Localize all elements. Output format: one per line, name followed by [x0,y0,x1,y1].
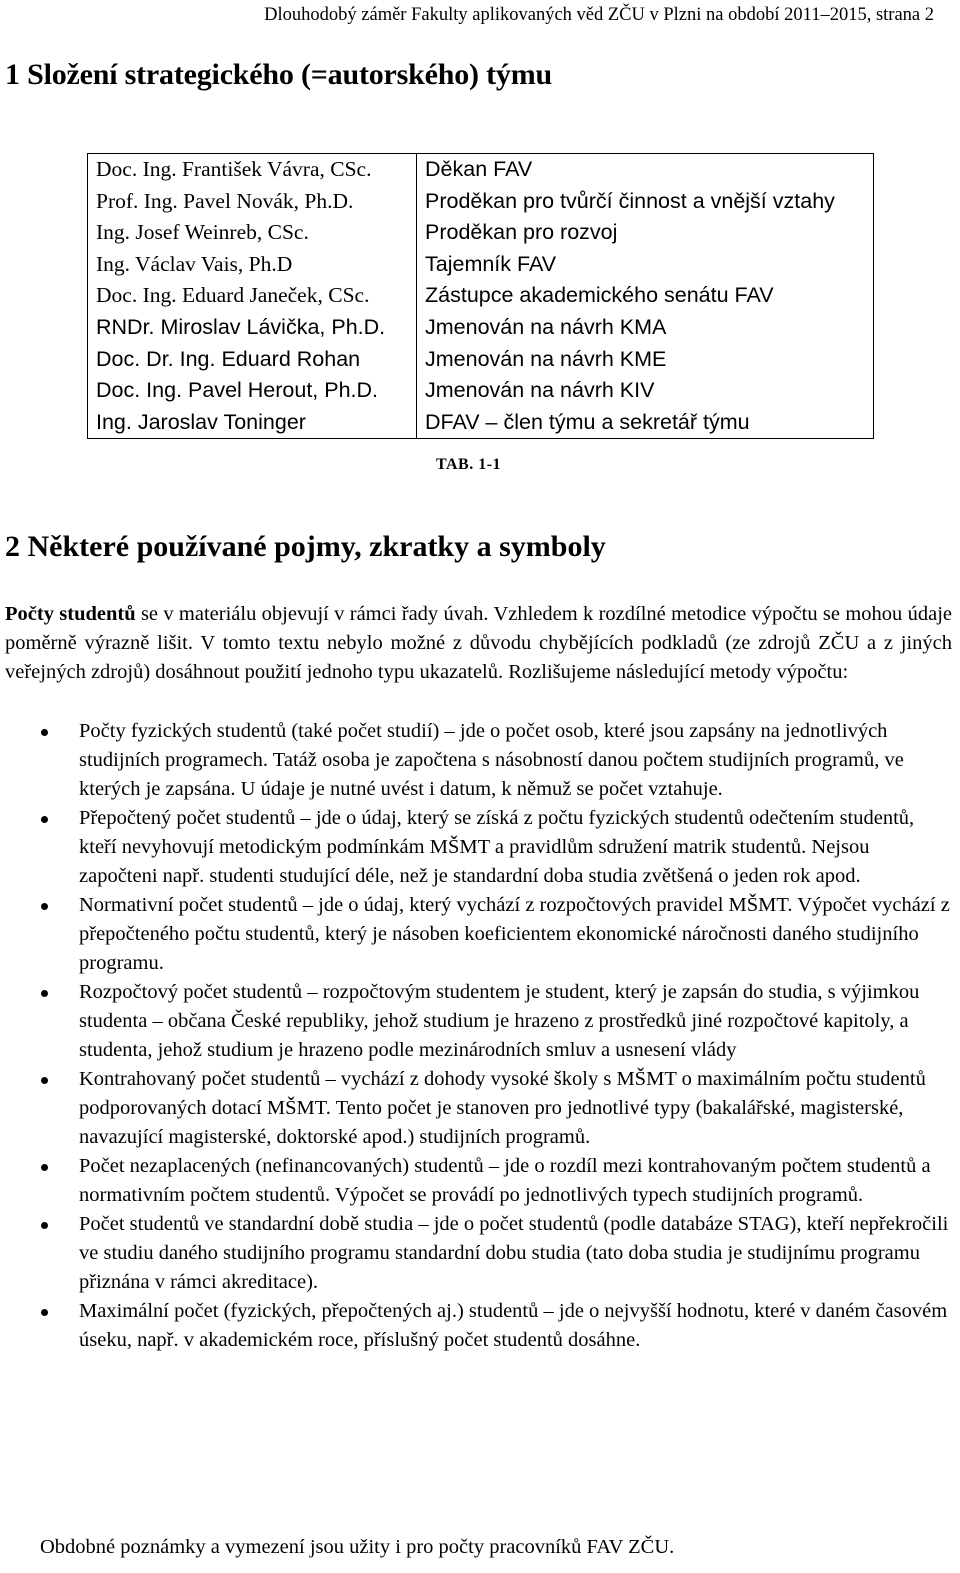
definition-text: – jde o údaj, který se získá z počtu fyzických studentů odečtením studentů, kteří nevyhovují metodickým podmínkám MŠMT a pravidlům sdružení matrik studentů. Nejsou započteni např. studenti studující déle, než je standardní doba studia zvětšená o jeden rok apod. [79,807,915,887]
member-role: Děkan FAV [417,154,874,186]
member-role: DFAV – člen týmu a sekretář týmu [417,407,874,439]
list-item [5,978,952,1065]
bullet-icon [41,1164,48,1171]
table-row [88,280,874,312]
definition-text: – jde o rozdíl mezi kontrahovaným počtem studentů a normativním počtem studentů. Výpočet se provádí po jednotlivých typech studijních programů. [79,1155,931,1206]
table-row [88,249,874,281]
table-caption: TAB. 1-1 [436,456,502,473]
definition-text: – jde o počet osob, které jsou zapsány na jednotlivých studijních programech. Tatáž osoba je započtena s násobností danou počtem studijních programů, ve kterých je zapsána. U údaje je nutné uvést i datum, k němuž se počet vztahuje. [79,720,904,800]
section-2-title: 2 Některé používané pojmy, zkratky a symboly [5,530,606,563]
member-role: Tajemník FAV [417,249,874,281]
member-name: Ing. Václav Vais, Ph.D [88,249,417,281]
intro-paragraph [5,600,952,687]
member-role: Proděkan pro rozvoj [417,217,874,249]
table-row [88,344,874,376]
definition-term: Počet studentů ve standardní době studia [79,1213,414,1235]
member-name: Ing. Jaroslav Toninger [88,407,417,439]
bullet-icon [41,729,48,736]
table-row [88,154,874,186]
definition-text: – jde o nejvyšší hodnotu, které v daném časovém úseku, např. v akademickém roce, příslušný počet studentů dosáhne. [79,1300,948,1351]
definition-term: Přepočtený počet studentů [79,807,296,829]
member-role: Zástupce akademického senátu FAV [417,280,874,312]
intro-bold-term: Počty studentů [5,603,136,625]
member-name: Doc. Dr. Ing. Eduard Rohan [88,344,417,376]
list-item [5,1065,952,1152]
definition-text: – vychází z dohody vysoké školy s MŠMT o maximálním počtu studentů podporovaných dotací MŠMT. Tento počet je stanoven pro jednotlivé typy (bakalářské, magisterské, navazující magisterské, doktorské apod.) studijních programů. [79,1068,926,1148]
list-item [5,804,952,891]
definition-text: – rozpočtovým studentem je student, který je zapsán do studia, s výjimkou studenta – občana České republiky, jehož studium je hrazeno z prostředků jiné rozpočtové kapitoly, a studenta, jehož studium je hrazeno podle mezinárodních smluv a usnesení vlády [79,981,920,1061]
bullet-icon [41,990,48,997]
list-item [5,1152,952,1210]
table-row [88,186,874,218]
definition-term: Normativní počet studentů [79,894,298,916]
definition-term: Kontrahovaný počet studentů [79,1068,321,1090]
page-header: Dlouhodobý záměr Fakulty aplikovaných věd ZČU v Plzni na období 2011–2015, strana 2 [264,5,934,25]
table-row [88,312,874,344]
list-item [5,891,952,978]
definition-text: – jde o počet studentů (podle databáze STAG), kteří nepřekročili ve studiu daného studijního programu standardní dobu studia (tato doba studia je studijnímu programu přiznána v rámci akreditace). [79,1213,949,1293]
list-item [5,1297,952,1355]
member-name: RNDr. Miroslav Lávička, Ph.D. [88,312,417,344]
bullet-icon [41,903,48,910]
definition-term: Počet nezaplacených (nefinancovaných) studentů [79,1155,484,1177]
bullet-icon [41,1077,48,1084]
definition-term: Počty fyzických studentů (také počet studií) [79,720,440,742]
bullet-icon [41,816,48,823]
definition-text: – jde o údaj, který vychází z rozpočtových pravidel MŠMT. Výpočet vychází z přepočteného počtu studentů, který je násoben koeficientem ekonomické náročnosti daného studijního programu. [79,894,950,974]
table-row [88,407,874,439]
member-name: Ing. Josef Weinreb, CSc. [88,217,417,249]
member-name: Prof. Ing. Pavel Novák, Ph.D. [88,186,417,218]
section-1-title: 1 Složení strategického (=autorského) týmu [5,58,552,91]
team-table [87,153,874,439]
footer-note: Obdobné poznámky a vymezení jsou užity i pro počty pracovníků FAV ZČU. [40,1536,675,1558]
bullet-icon [41,1309,48,1316]
list-item [5,717,952,804]
member-role: Jmenován na návrh KMA [417,312,874,344]
member-role: Jmenován na návrh KME [417,344,874,376]
table-row [88,217,874,249]
definition-term: Rozpočtový počet studentů [79,981,303,1003]
definitions-list [5,717,952,1355]
list-item [5,1210,952,1297]
member-name: Doc. Ing. Eduard Janeček, CSc. [88,280,417,312]
member-name: Doc. Ing. František Vávra, CSc. [88,154,417,186]
table-row [88,375,874,407]
member-role: Jmenován na návrh KIV [417,375,874,407]
member-role: Proděkan pro tvůrčí činnost a vnější vztahy [417,186,874,218]
member-name: Doc. Ing. Pavel Herout, Ph.D. [88,375,417,407]
intro-text: se v materiálu objevují v rámci řady úvah. Vzhledem k rozdílné metodice výpočtu se mohou údaje poměrně výrazně lišit. V tomto textu nebylo možné z důvodu chybějících podkladů (ze zdrojů ZČU a z jiných veřejných zdrojů) dosáhnout použití jednoho typu ukazatelů. Rozlišujeme následující metody výpočtu: [5,603,952,683]
bullet-icon [41,1222,48,1229]
definition-term: Maximální počet (fyzických, přepočtených aj.) studentů [79,1300,539,1322]
